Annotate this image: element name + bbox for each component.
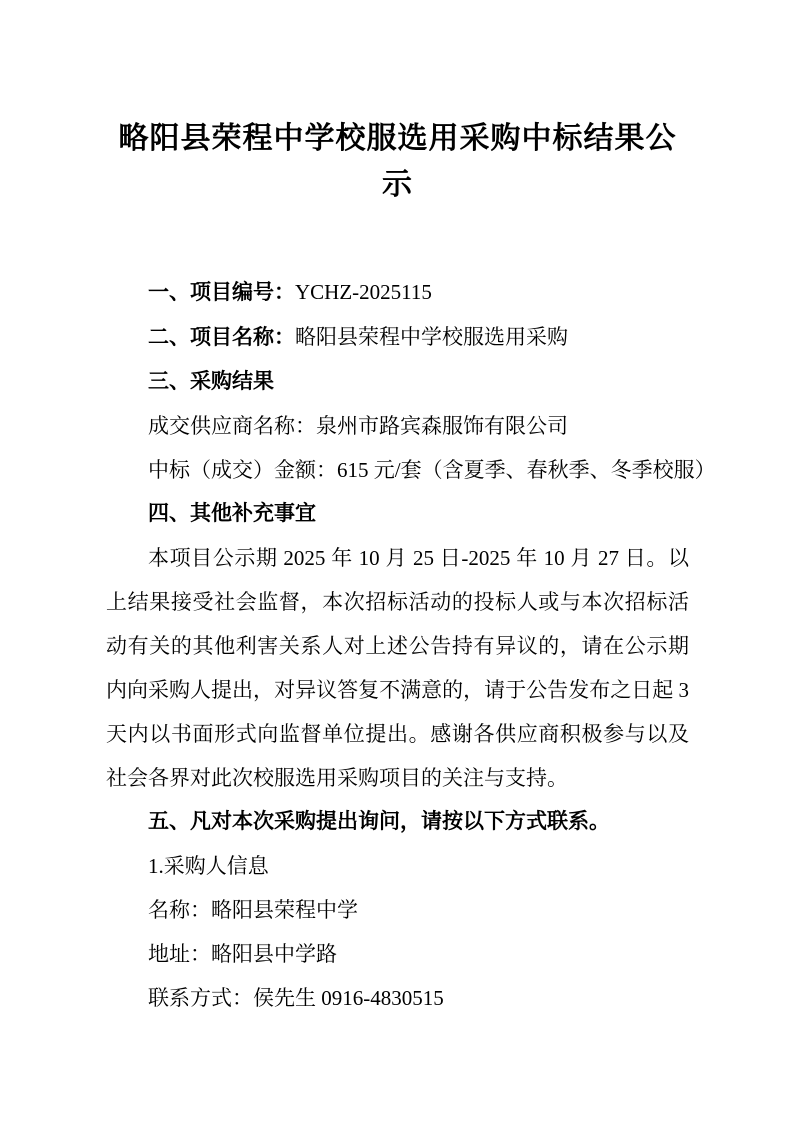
result-heading: 三、采购结果 (148, 370, 274, 393)
project-number-line (106, 270, 689, 315)
project-number-value: YCHZ-2025115 (295, 280, 432, 304)
amount-line: 中标（成交）金额：615 元/套（含夏季、春秋季、冬季校服） (148, 458, 716, 482)
other-matters-heading: 四、其他补充事宜 (148, 502, 316, 525)
document-body (106, 270, 716, 1020)
purchaser-contact-line: 联系方式：侯先生 0916-4830515 (148, 986, 444, 1010)
project-number-label: 一、项目编号： (148, 281, 295, 304)
project-name-label: 二、项目名称： (148, 326, 295, 349)
other-matters-paragraph: 本项目公示期 2025 年 10 月 25 日-2025 年 10 月 27 日。以上结果接受社会监督，本次招标活动的投标人或与本次招标活动有关的其他利害关系人对上述公告持有异议的，请在公示期内向采购人提出，对异议答复不满意的，请于公告发布之日起 3 天内以书面形式向监督单位提出。感谢各供应商积极参与以及社会各界对此次校服选用采购项目的关注与支持。 (106, 546, 689, 790)
purchaser-info-heading: 1.采购人信息 (148, 854, 269, 878)
purchaser-name-line: 名称：略阳县荣程中学 (148, 898, 358, 922)
project-name-line (106, 315, 689, 360)
contact-heading: 五、凡对本次采购提出询问，请按以下方式联系。 (148, 810, 610, 833)
document-title: 略阳县荣程中学校服选用采购中标结果公示 (118, 122, 677, 201)
supplier-line: 成交供应商名称：泉州市路宾森服饰有限公司 (148, 414, 568, 438)
project-name-value: 略阳县荣程中学校服选用采购 (295, 325, 568, 349)
purchaser-address-line: 地址：略阳县中学路 (148, 942, 337, 966)
